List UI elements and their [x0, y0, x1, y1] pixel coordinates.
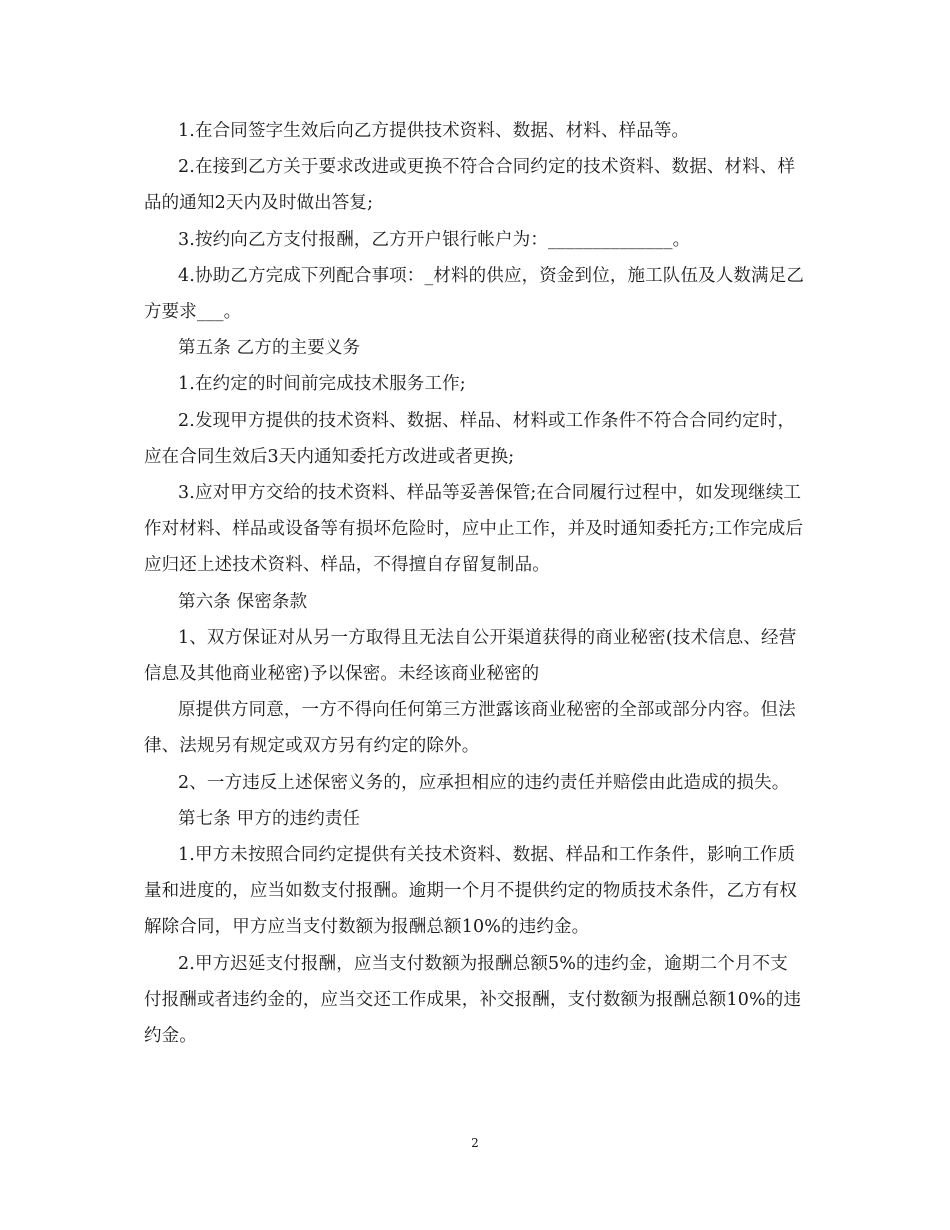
- paragraph: 2.在接到乙方关于要求改进或更换不符合合同约定的技术资料、数据、材料、样品的通知2天内及时做出答复;: [144, 157, 796, 214]
- section-heading: 第六条 保密条款: [178, 591, 308, 612]
- section-heading: 第五条 乙方的主要义务: [178, 338, 361, 359]
- paragraph: 2.甲方迟延支付报酬，应当支付数额为报酬总额5%的违约金，逾期二个月不支付报酬或者违约金的，应当交还工作成果，补交报酬，支付数额为报酬总额10%的违约金。: [144, 953, 802, 1047]
- paragraph: 1、双方保证对从另一方取得且无法自公开渠道获得的商业秘密(技术信息、经营信息及其他商业秘密)予以保密。未经该商业秘密的: [144, 627, 797, 685]
- paragraph: 2.发现甲方提供的技术资料、数据、样品、材料或工作条件不符合合同约定时，应在合同生效后3天内通知委托方改进或者更换;: [144, 410, 796, 467]
- paragraph: 1.在约定的时间前完成技术服务工作;: [178, 374, 466, 395]
- page-number: 2: [471, 1136, 479, 1150]
- paragraph: 2、一方违反上述保密义务的，应承担相应的违约责任并赔偿由此造成的损失。: [178, 772, 790, 793]
- paragraph: 原提供方同意，一方不得向任何第三方泄露该商业秘密的全部或部分内容。但法律、法规另有规定或双方另有约定的除外。: [144, 700, 796, 757]
- paragraph: 1.在合同签字生效后向乙方提供技术资料、数据、材料、样品等。: [178, 121, 690, 141]
- paragraph: 3.应对甲方交给的技术资料、样品等妥善保管;在合同履行过程中，如发现继续工作对材料、样品或设备等有损坏危险时，应中止工作，并及时通知委托方;工作完成后应归还上述技术资料、样品，不得擅自存留复制品。: [144, 483, 804, 576]
- paragraph: 1.甲方未按照合同约定提供有关技术资料、数据、样品和工作条件，影响工作质量和进度的，应当如数支付报酬。逾期一个月不提供约定的物质技术条件，乙方有权解除合同，甲方应当支付数额为报酬总额10%的违约金。: [144, 845, 798, 938]
- paragraph: 3.按约向乙方支付报酬，乙方开户银行帐户为：______________。: [178, 229, 691, 250]
- document-body: [144, 113, 804, 1054]
- paragraph: 4.协助乙方完成下列配合事项：_材料的供应，资金到位，施工队伍及人数满足乙方要求___。: [144, 265, 804, 323]
- section-heading: 第七条 甲方的违约责任: [178, 808, 361, 829]
